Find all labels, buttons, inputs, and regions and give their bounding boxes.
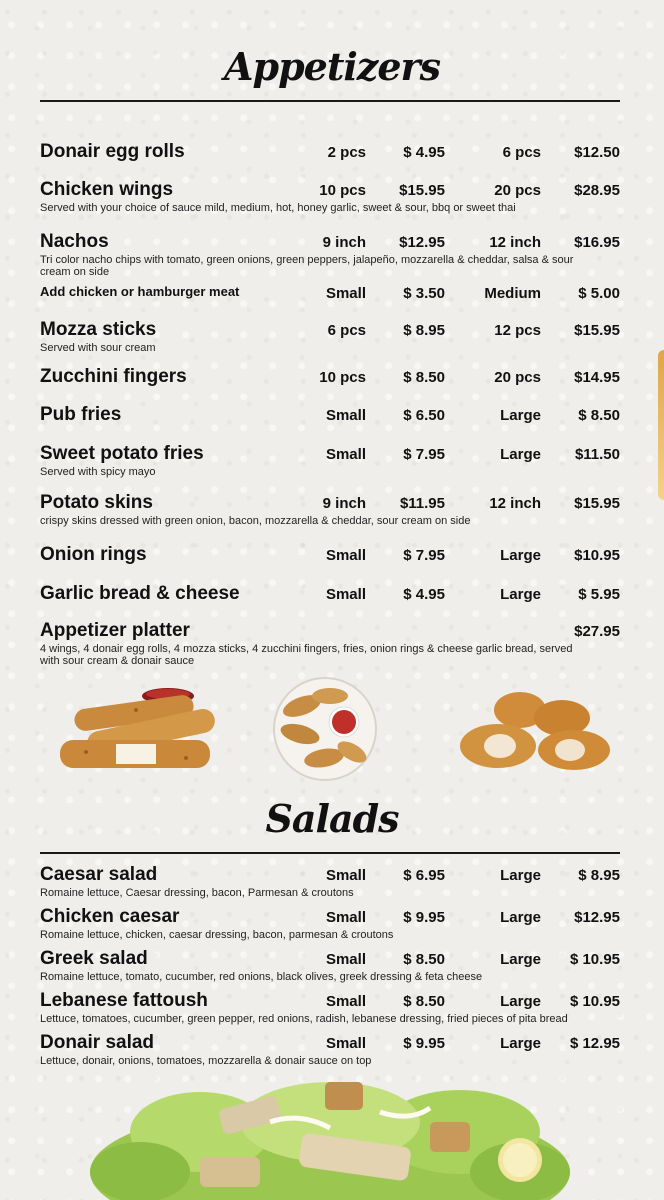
item-size-2: Large [500,446,541,463]
item-size-1: Small [325,586,366,603]
item-size-1: Small [325,993,366,1010]
menu-item-sweet-potato-fries [40,443,620,478]
item-description: crispy skins dressed with green onion, bacon, mozzarella & cheddar, sour cream on side [40,515,471,527]
item-size-1: 9 inch [322,495,366,512]
menu-item-pub-fries [40,404,620,426]
item-description: Romaine lettuce, tomato, cucumber, red onions, black olives, greek dressing & feta cheese [40,971,483,983]
item-price-2: $10.95 [574,547,620,564]
menu-item-greek-salad [40,948,620,983]
item-price-2: $ 8.50 [578,407,620,424]
item-name: Potato skins [40,492,153,513]
item-name: Onion rings [40,544,147,565]
item-size-1: 2 pcs [327,144,366,161]
item-price-2: $15.95 [574,322,620,339]
item-size-2: Large [500,407,541,424]
item-description: 4 wings, 4 donair egg rolls, 4 mozza sticks, 4 zucchini fingers, fries, onion rings & cheese garlic bread, served with sour cream & donair sauce [40,643,573,667]
item-size-2: Large [500,993,541,1010]
item-description: Served with your choice of sauce mild, medium, hot, honey garlic, sweet & sour, bbq or sweet thai [40,202,516,214]
item-price-2: $ 5.95 [578,586,620,603]
addon-size-1: Small [325,285,366,302]
item-description: Tri color nacho chips with tomato, green onions, green peppers, jalapeño, mozzarella & cheddar, salsa & sour cream on side [40,254,574,278]
item-size-2: 12 inch [489,234,541,251]
item-size-2: Large [500,1035,541,1052]
item-name: Garlic bread & cheese [40,583,240,604]
menu-item-chicken-wings [40,179,620,214]
item-price-2: $12.50 [574,144,620,161]
item-size-1: 10 pcs [319,182,366,199]
item-price-1: $ 9.95 [403,909,445,926]
item-price-1: $ 8.50 [403,369,445,386]
item-name: Caesar salad [40,864,158,885]
item-price-2: $ 8.95 [578,867,620,884]
item-price-2: $16.95 [574,234,620,251]
item-size-2: Large [500,547,541,564]
item-price-1: $15.95 [399,182,445,199]
item-name: Donair egg rolls [40,141,185,162]
item-description: Served with sour cream [40,342,156,354]
item-size-1: 10 pcs [319,369,366,386]
item-price-2: $12.95 [574,909,620,926]
item-name: Lebanese fattoush [40,990,208,1011]
item-size-2: 20 pcs [494,369,541,386]
menu-item-caesar-salad [40,864,620,899]
item-name: Pub fries [40,404,122,425]
item-description: Romaine lettuce, Caesar dressing, bacon, Parmesan & croutons [40,887,354,899]
item-size-1: Small [325,951,366,968]
item-size-1: Small [325,407,366,424]
item-price-2: $ 10.95 [569,951,620,968]
item-size-2: Large [500,867,541,884]
caesar-salad-photo [80,1062,580,1200]
item-price-2: $14.95 [574,369,620,386]
item-size-1: Small [325,909,366,926]
item-price-1: $ 9.95 [403,1035,445,1052]
item-size-1: Small [325,446,366,463]
salads-divider [40,852,620,854]
item-description: Lettuce, tomatoes, cucumber, green pepper, red onions, radish, lebanese dressing, fried pieces of pita bread [40,1013,568,1025]
item-size-2: 12 pcs [494,322,541,339]
item-description: Romaine lettuce, chicken, caesar dressing, bacon, parmesan & croutons [40,929,394,941]
menu-item-donair-egg-rolls [40,141,620,163]
item-name: Nachos [40,231,109,252]
item-size-2: Large [500,586,541,603]
addon-price-1: $ 3.50 [403,285,445,302]
item-price-2: $28.95 [574,182,620,199]
appetizers-divider [40,100,620,102]
item-size-1: 9 inch [322,234,366,251]
item-price-1: $11.95 [399,495,445,512]
item-price-2: $ 10.95 [569,993,620,1010]
item-size-2: Large [500,951,541,968]
item-size-1: Small [325,547,366,564]
addon-price-2: $ 5.00 [578,285,620,302]
item-price: $27.95 [574,623,620,640]
item-name: Chicken caesar [40,906,180,927]
chicken-nuggets-photo [458,684,618,776]
item-name: Donair salad [40,1032,155,1053]
item-price-1: $ 7.95 [403,446,445,463]
item-price-2: $11.50 [574,446,620,463]
menu-item-nachos [40,231,620,302]
item-price-1: $ 8.50 [403,951,445,968]
edge-food-photo [658,350,664,500]
menu-item-chicken-caesar [40,906,620,941]
item-price-1: $ 8.50 [403,993,445,1010]
item-name: Sweet potato fries [40,443,204,464]
menu-item-potato-skins [40,492,620,527]
potato-skins-photo [272,676,378,782]
item-price-1: $ 4.95 [403,586,445,603]
item-price-1: $ 4.95 [403,144,445,161]
item-size-1: Small [325,867,366,884]
item-price-1: $12.95 [399,234,445,251]
item-price-1: $ 7.95 [403,547,445,564]
item-name: Chicken wings [40,179,174,200]
appetizers-title: Appetizers [224,44,440,89]
mozza-sticks-photo [56,680,226,780]
item-size-2: Large [500,909,541,926]
item-description: Served with spicy mayo [40,466,156,478]
item-price-1: $ 8.95 [403,322,445,339]
addon-size-2: Medium [484,285,541,302]
item-name: Appetizer platter [40,620,190,641]
menu-item-garlic-bread-cheese [40,583,620,605]
item-size-1: Small [325,1035,366,1052]
menu-item-appetizer-platter [40,620,620,667]
menu-item-zucchini-fingers [40,366,620,388]
item-price-2: $ 12.95 [569,1035,620,1052]
salads-title: Salads [265,796,399,841]
item-name: Zucchini fingers [40,366,187,387]
item-name: Mozza sticks [40,319,157,340]
item-price-1: $ 6.95 [403,867,445,884]
addon-name: Add chicken or hamburger meat [40,284,240,299]
menu-item-onion-rings [40,544,620,566]
item-size-2: 20 pcs [494,182,541,199]
item-description: Lettuce, donair, onions, tomatoes, mozzarella & donair sauce on top [40,1055,372,1067]
item-size-2: 12 inch [489,495,541,512]
nachos-addon-row [40,282,620,302]
item-price-1: $ 6.50 [403,407,445,424]
item-size-1: 6 pcs [327,322,366,339]
menu-item-lebanese-fattoush [40,990,620,1025]
menu-item-mozza-sticks [40,319,620,354]
item-name: Greek salad [40,948,148,969]
item-size-2: 6 pcs [502,144,541,161]
item-price-2: $15.95 [574,495,620,512]
